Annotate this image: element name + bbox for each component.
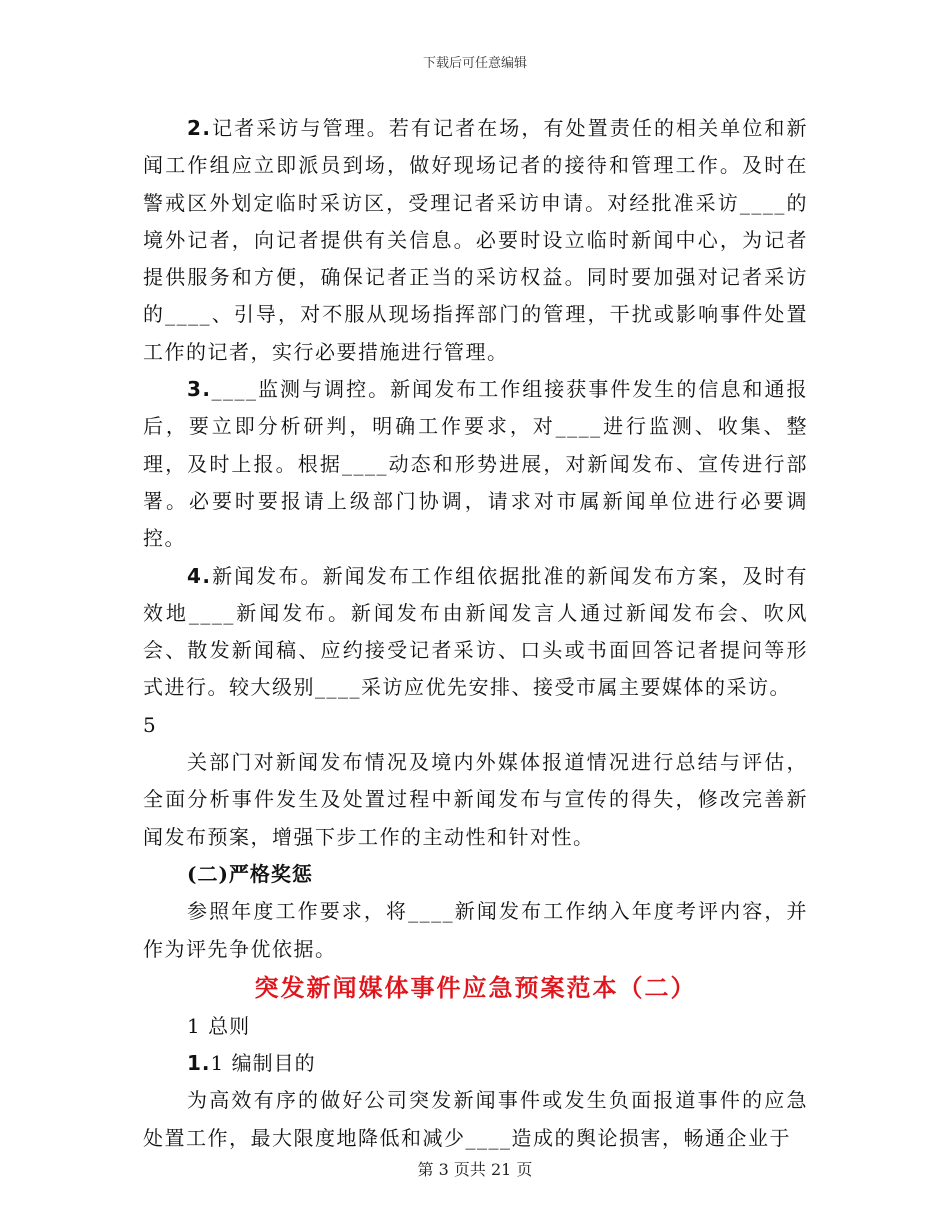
- document-body: [143, 110, 808, 1157]
- paragraph-news-release: [143, 558, 808, 707]
- section-heading-general: 1 总则: [187, 1013, 251, 1038]
- item-number-5: 5: [143, 712, 158, 737]
- section-heading-rewards: (二)严格奖惩: [187, 861, 313, 886]
- document-title: 突发新闻媒体事件应急预案范本（二）: [254, 973, 697, 1002]
- item-number: 2.: [187, 116, 212, 140]
- paragraph-evaluation: 关部门对新闻发布情况及境内外媒体报道情况进行总结与评估，全面分析事件发生及处置过程中新闻发布与宣传的得失，修改完善新闻发布预案，增强下步工作的主动性和针对性。: [143, 750, 808, 849]
- page-header: 下载后可任意编辑: [422, 56, 527, 71]
- paragraph-text: 新闻发布。新闻发布工作组依据批准的新闻发布方案，及时有效地____新闻发布。新闻发布由新闻发言人通过新闻发布会、吹风会、散发新闻稿、应约接受记者采访、口头或书面回答记者提问等形式进行。较大级别____采访应优先安排、接受市属主要媒体的采访。: [143, 563, 808, 700]
- item-number: 1.: [187, 1051, 211, 1076]
- page-footer: 第 3 页共 21 页: [417, 1160, 533, 1179]
- paragraph-reporter-management: [143, 110, 808, 371]
- paragraph-purpose: 为高效有序的做好公司突发新闻事件或发生负面报道事件的应急处置工作，最大限度地降低和减少____造成的舆论损害，畅通企业于: [143, 1088, 808, 1150]
- subsection-heading-purpose: [143, 1045, 808, 1082]
- paragraph-rewards: 参照年度工作要求，将____新闻发布工作纳入年度考评内容，并作为评先争优依据。: [143, 899, 808, 961]
- paragraph-text: ____监测与调控。新闻发布工作组接获事件发生的信息和通报后，要立即分析研判，明确工作要求，对____进行监测、收集、整理，及时上报。根据____动态和形势进展，对新闻发布、宣传进行部署。必要时要报请上级部门协调，请求对市属新闻单位进行必要调控。: [143, 377, 808, 551]
- item-number: 3.: [187, 377, 212, 402]
- item-number: 4.: [187, 563, 212, 588]
- paragraph-monitoring: [143, 371, 808, 557]
- subsection-label: 1 编制目的: [210, 1051, 316, 1076]
- paragraph-text: 记者采访与管理。若有记者在场，有处置责任的相关单位和新闻工作组应立即派员到场，做好现场记者的接待和管理工作。及时在警戒区外划定临时采访区，受理记者采访申请。对经批准采访____的境外记者，向记者提供有关信息。必要时设立临时新闻中心，为记者提供服务和方便，确保记者正当的采访权益。同时要加强对记者采访的____、引导，对不服从现场指挥部门的管理，干扰或影响事件处置工作的记者，实行必要措施进行管理。: [143, 116, 808, 364]
